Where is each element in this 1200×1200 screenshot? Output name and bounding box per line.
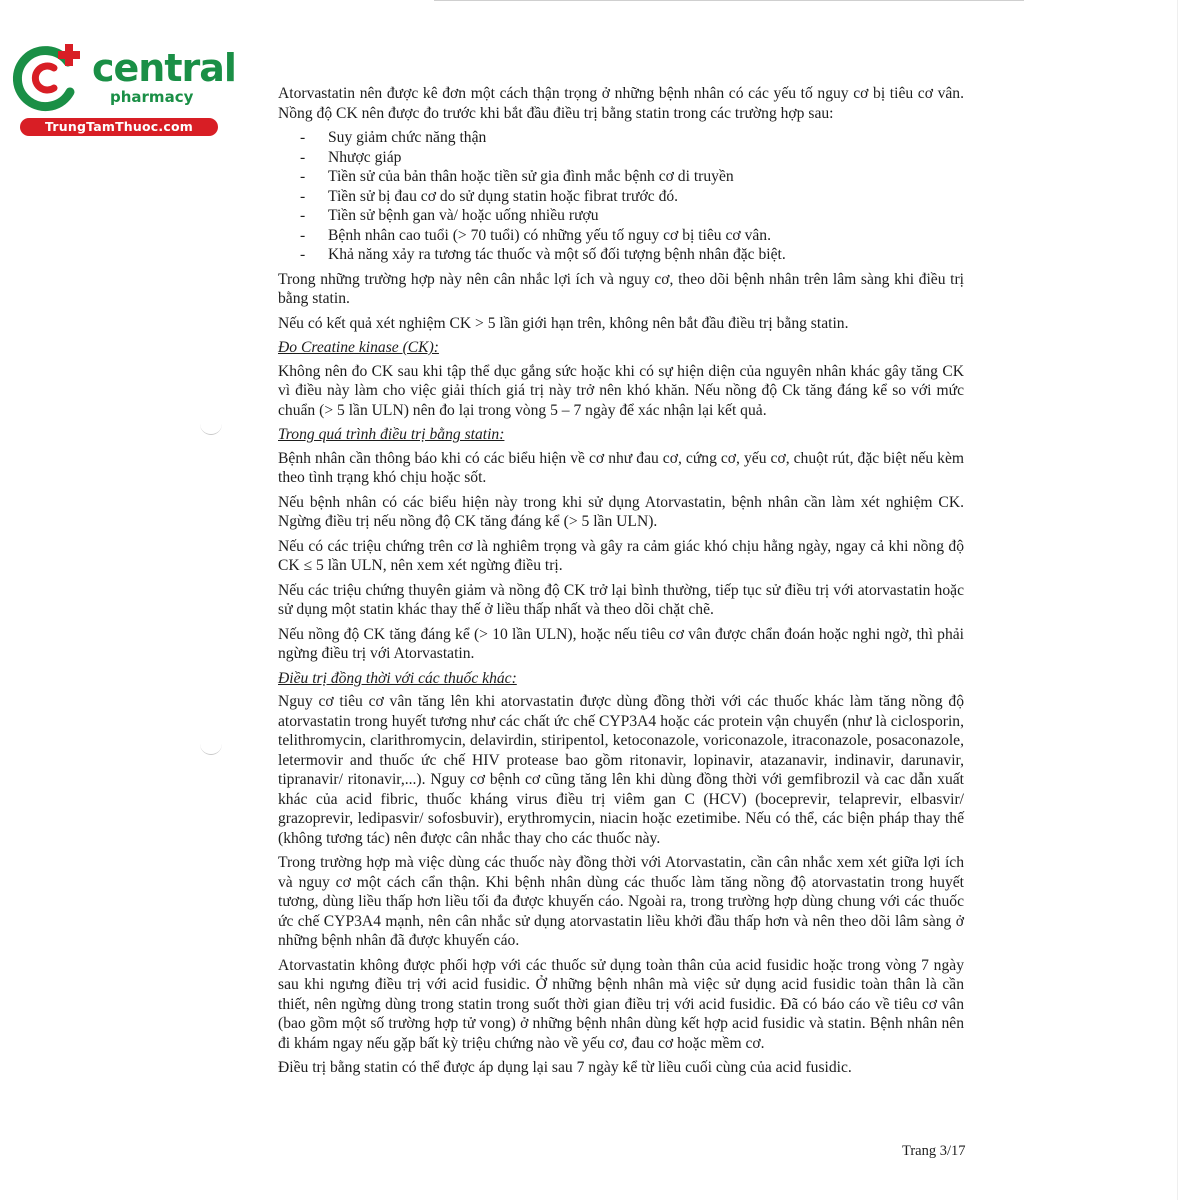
logo-name: central — [92, 46, 236, 90]
binder-hole — [200, 740, 222, 755]
concomitant-paragraph-3: Atorvastatin không được phối hợp với các thuốc sử dụng toàn thân của acid fusidic hoặc trong vòng 7 ngày sau khi ngưng điều trị với acid fusidic. Ở những bệnh nhân mà việc sử dụng acid fusidic toàn thân là cần thiết, nên ngừng dùng trong statin trong suốt thời gian điều trị với acid fusidic. Đã có báo cáo về tiêu cơ vân (bao gồm một số trường hợp tử vong) ở những bệnh nhân dùng kết hợp acid fusidic và statin. Bệnh nhân nên đi khám ngay nếu gặp bất kỳ triệu chứng nào về yếu cơ, đau cơ hoặc mềm cơ. — [278, 956, 964, 1052]
top-edge-line — [434, 0, 1024, 1]
intro-paragraph: Atorvastatin nên được kê đơn một cách thận trọng ở những bệnh nhân có các yếu tố nguy cơ bị tiêu cơ vân. Nồng độ CK nên được đo trước khi bắt đầu điều trị bằng statin trong các trường hợp sau: — [278, 85, 964, 122]
logo-subtitle: pharmacy — [110, 88, 194, 106]
during-paragraph-4: Nếu các triệu chứng thuyên giảm và nồng độ CK trở lại bình thường, tiếp tục sử điều trị với atorvastatin hoặc sử dụng một statin khác thay thế ở liều thấp nhất và theo dõi chặt chẽ. — [278, 581, 964, 618]
document-body — [278, 84, 964, 1083]
heading-ck-measurement: Đo Creatine kinase (CK): — [278, 339, 439, 356]
list-item: - Tiền sử bệnh gan và/ hoặc uống nhiều rượu — [278, 206, 964, 226]
pharmacy-cross-icon — [10, 40, 88, 118]
heading-concomitant-drugs: Điều trị đồng thời với các thuốc khác: — [278, 669, 517, 687]
risk-factor-list — [278, 128, 964, 265]
list-item: - Suy giảm chức năng thận — [278, 128, 964, 148]
list-item: - Khả năng xảy ra tương tác thuốc và một số đối tượng bệnh nhân đặc biệt. — [278, 245, 964, 265]
page-number: Trang 3/17 — [902, 1143, 966, 1159]
during-paragraph-2: Nếu bệnh nhân có các biểu hiện này trong khi sử dụng Atorvastatin, bệnh nhân cần làm xét nghiệm CK. Ngừng điều trị nếu nồng độ CK tăng đáng kể (> 5 lần ULN). — [278, 493, 964, 530]
concomitant-paragraph-4: Điều trị bằng statin có thể được áp dụng lại sau 7 ngày kể từ liều cuối cùng của acid fusidic. — [278, 1059, 852, 1076]
heading-during-treatment: Trong quá trình điều trị bằng statin: — [278, 426, 505, 443]
consider-paragraph: Trong những trường hợp này nên cân nhắc lợi ích và nguy cơ, theo dõi bệnh nhân trên lâm sàng khi điều trị bằng statin. — [278, 270, 964, 307]
ck-threshold-paragraph: Nếu có kết quả xét nghiệm CK > 5 lần giới hạn trên, không nên bắt đầu điều trị bằng statin. — [278, 314, 849, 332]
central-pharmacy-logo[interactable] — [10, 40, 236, 140]
list-item: - Bệnh nhân cao tuổi (> 70 tuổi) có những yếu tố nguy cơ bị tiêu cơ vân. — [278, 226, 964, 246]
concomitant-paragraph-2: Trong trường hợp mà việc dùng các thuốc này đồng thời với Atorvastatin, cần cân nhắc xem xét giữa lợi ích và nguy cơ một cách cẩn thận. Khi bệnh nhân dùng các thuốc làm tăng nồng độ atorvastatin trong huyết tương, dùng liều thấp hơn liều tối đa được khuyến cáo. Ngoài ra, trong trường hợp dùng chung với các thuốc ức chế CYP3A4 mạnh, nên cân nhắc sử dụng atorvastatin liều khởi đầu thấp hơn và nên theo dõi lâm sàng ở những bệnh nhân đã được khuyến cáo. — [278, 854, 964, 949]
during-paragraph-1: Bệnh nhân cần thông báo khi có các biểu hiện về cơ như đau cơ, cứng cơ, yếu cơ, chuột rút, đặc biệt nếu kèm theo tình trạng khó chịu hoặc sốt. — [278, 449, 964, 486]
list-item: - Tiền sử bị đau cơ do sử dụng statin hoặc fibrat trước đó. — [278, 187, 964, 207]
list-item: - Tiền sử của bản thân hoặc tiền sử gia đình mắc bệnh cơ di truyền — [278, 167, 964, 187]
page-edge-line — [1177, 0, 1178, 1200]
list-item: - Nhược giáp — [278, 148, 964, 168]
during-paragraph-5: Nếu nồng độ CK tăng đáng kể (> 10 lần ULN), hoặc nếu tiêu cơ vân được chẩn đoán hoặc nghi ngờ, thì phải ngừng điều trị với Atorvastatin. — [278, 625, 964, 662]
logo-website-banner[interactable]: TrungTamThuoc.com — [20, 118, 218, 136]
ck-measurement-paragraph: Không nên đo CK sau khi tập thể dục gắng sức hoặc khi có sự hiện diện của nguyên nhân khác gây tăng CK vì điều này làm cho việc giải thích giá trị này trở nên khó khăn. Nếu nồng độ Ck tăng đáng kể so với mức chuẩn (> 5 lần ULN) nên đo lại trong vòng 5 – 7 ngày để xác nhận lại kết quả. — [278, 362, 964, 419]
concomitant-paragraph-1: Nguy cơ tiêu cơ vân tăng lên khi atorvastatin được dùng đồng thời với các thuốc khác làm tăng nồng độ atorvastatin trong huyết tương như các chất ức chế CYP3A4 hoặc các protein vận chuyển (như là ciclosporin, telithromycin, clarithromycin, delavirdin, stiripentol, ketoconazole, voriconazole, itraconazole, posaconazole, letermovir and thuốc ức chế HIV protease bao gồm ritonavir, lopinavir, atazanavir, indinavir, darunavir, tipranavir/ ritonavir,...). Nguy cơ bệnh cơ cũng tăng lên khi dùng đồng thời với gemfibrozil và cac dẫn xuất khác của acid fibric, thuốc kháng virus điều trị viêm gan C (HCV) (boceprevir, telaprevir, elbasvir/ grazoprevir, ledipasvir/ sofosbuvir), erythromycin, niacin hoặc ezetimibe. Nếu có thể, các biện pháp thay thế (không tương tác) nên được cân nhắc thay cho các thuốc này. — [278, 693, 964, 847]
during-paragraph-3: Nếu có các triệu chứng trên cơ là nghiêm trọng và gây ra cảm giác khó chịu hằng ngày, ngay cả khi nồng độ CK ≤ 5 lần ULN, nên xem xét ngừng điều trị. — [278, 537, 964, 574]
binder-hole — [200, 420, 222, 435]
